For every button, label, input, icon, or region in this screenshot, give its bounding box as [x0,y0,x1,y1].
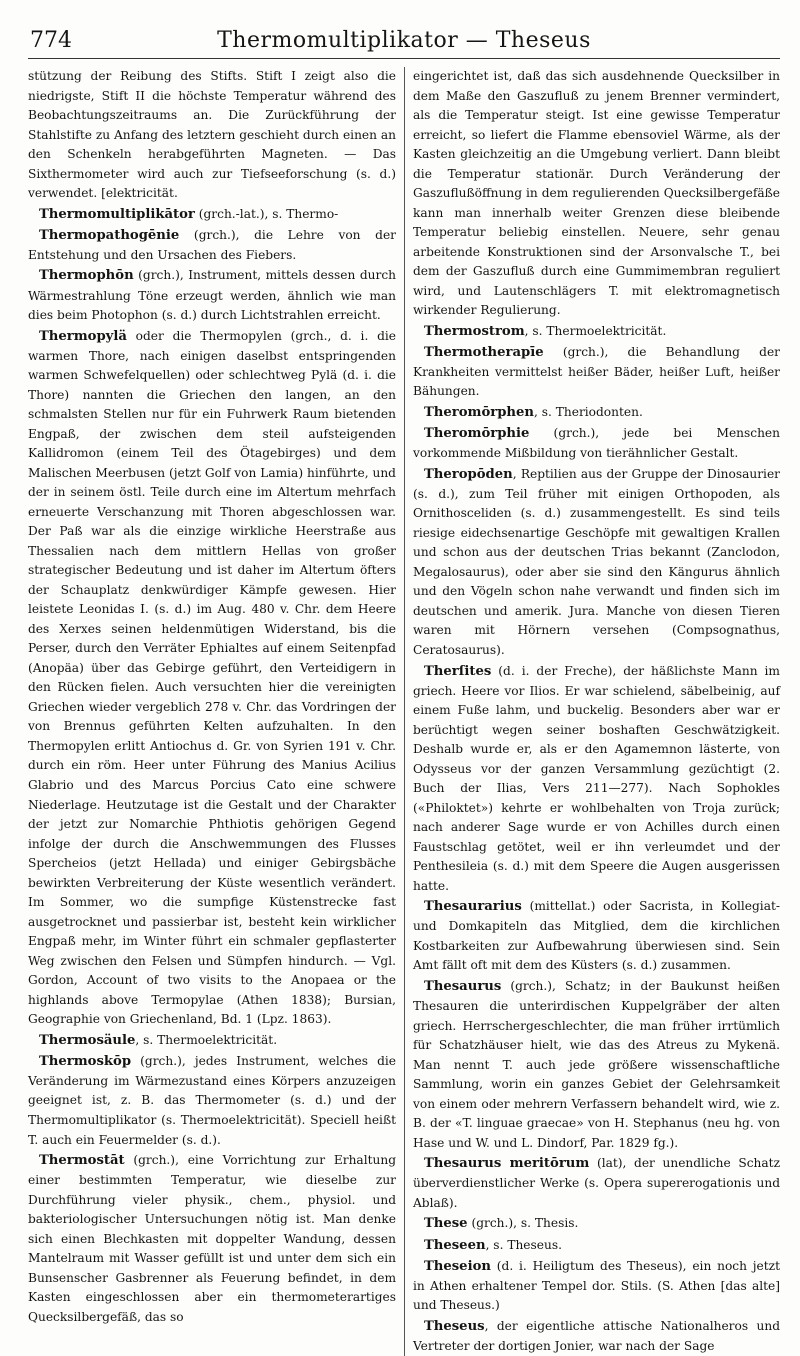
dictionary-entry [413,67,780,321]
entry-headword: Thesaurus [423,978,502,994]
entry-text: eingerichtet ist, daß das sich ausdehnende Quecksilber in dem Maße den Gaszufluß zu jenem Brenner vermindert, als die Temperatur steigt. Ist eine gewisse Temperatur erreicht, so liefert die Flamme ebensoviel Wärme, als der Kasten gleichzeitig an die Umgebung verliert. Dann bleibt die Temperatur stationär. Durch Veränderung der Gaszuflußöffnung in dem regulierenden Quecksilbergefäße kann man innerhalb weiter Grenzen diese bleibende Temperatur beliebig einstellen. Neuere, sehr genau arbeitende Konstruktionen sind der Arsonvalsche T., bei dem der Gaszufluß durch eine Gummimembran reguliert wird, und Lautenschlägers T. mit elektromagnetisch wirkender Regulierung. [413,69,780,318]
dictionary-entry [413,402,780,423]
dictionary-entry [28,265,396,325]
running-head: Thermomultiplikator — Theseus [217,28,591,53]
entry-text: , s. Theseus. [485,1237,562,1252]
entry-text: (d. i. der Freche), der häßlichste Mann im griech. Heere vor Ilios. Er war schielend, säbelbeinig, auf einem Fuße lahm, und buckelig. Besonders aber war er berüchtigt wegen seiner boshaften Geschwätzigkeit. Deshalb wurde er, als er den Agamemnon lästerte, von Odysseus vor der ganzen Versammlung gezüchtigt (2. Buch der Ilias, Vers 211—277). Nach Sophokles («Philoktet») kehrte er wohlbehalten von Troja zurück; nach anderer Sage wurde er von Achilles durch einen Faustschlag getötet, weil er ihn verleumdet und der Penthesileia (s. d.) mit dem Speere die Augen ausgerissen hatte. [413,663,780,893]
entry-headword: Theseus [423,1318,485,1334]
entry-text: , s. Thermoelektricität. [524,323,667,338]
entry-headword: Thermoskōp [38,1053,132,1069]
entry-headword: Thermomultiplikātor [38,206,195,222]
entry-headword: Therſites [423,663,492,679]
entry-text: , s. Thermoelektricität. [135,1032,278,1047]
entry-headword: Thesaurarius [423,899,522,915]
dictionary-entry [413,321,780,342]
entry-headword: Thermostāt [38,1153,125,1169]
dictionary-entry [413,1256,780,1316]
entry-text: , s. Theriodonten. [534,404,643,419]
entry-text: , der eigentliche attische Nationalheros und Vertreter der dortigen Jonier, war nach der Sage [413,1318,780,1353]
dictionary-entry [413,1235,780,1256]
entry-text: (grch.-lat.), s. Thermo- [194,206,339,221]
entry-text: (grch.), die Lehre von der Entstehung und den Ursachen des Fiebers. [28,227,396,262]
entry-text: (grch.), Instrument, mittels dessen durch Wärmestrahlung Töne erzeugt werden, ähnlich wie man dies beim Photophon (s. d.) durch Lichtstrahlen erreicht. [28,268,396,323]
entry-text: (grch.), jedes Instrument, welches die Veränderung im Wärmezustand eines Körpers anzuzeigen geeignet ist, z. B. das Thermometer (s. d.) und der Thermomultiplikator (s. Thermoelektricität). Speciell heißt T. auch ein Feuermelder (s. d.). [28,1053,396,1147]
dictionary-entry [413,342,780,402]
entry-text: (grch.), jede bei Menschen vorkommende Mißbildung von tierähnlicher Gestalt. [413,426,780,461]
entry-headword: Thermotherapīe [423,344,544,360]
entry-text: oder die Thermopylen (grch., d. i. die warmen Thore, nach einigen daselbst entspringenden warmen Schwefelquellen) oder schlechtweg Pylä (d. i. die Thore) nannten die Griechen den langen, an den schmalsten Stellen nur für ein Fuhrwerk Raum bietenden Engpaß, der zwischen dem steil aufsteigenden Kallidromon (einem Teil des Ötagebirges) und dem Malischen Meerbusen (jetzt Golf von Lamia) hinführte, und der in seinem östl. Teile durch eine im Altertum mehrfach erneuerte Verschanzung mit Thoren abgeschlossen war. Der Paß war als die einzige wirkliche Heerstraße aus Thessalien nach dem mittlern Hellas von großer strategischer Bedeutung und ist daher im Altertum öfters der Schauplatz denkwürdiger Kämpfe gewesen. Hier leistete Leonidas I. (s. d.) im Aug. 480 v. Chr. dem Heere des Xerxes seinen heldenmütigen Widerstand, bis die Perser, durch den Verräter Ephialtes auf einem Seitenpfad (Anopäa) über das Gebirge geführt, den Verteidigern in den Rücken fielen. Auch versuchten hier die vereinigten Griechen wieder vergeblich 278 v. Chr. das Vordringen der von Brennus geführten Kelten aufzuhalten. In den Thermopylen erlitt Antiochus d. Gr. von Syrien 191 v. Chr. durch ein röm. Heer unter Führung des Manius Acilius Glabrio und des Marcus Porcius Cato eine schwere Niederlage. Heutzutage ist die Gestalt und der Charakter der jetzt zur Nomarchie Phthiotis gehörigen Gegend infolge der durch die Anschwemmungen des Flusses Spercheios (jetzt Hellada) und einiger Gebirgsbäche bewirkten Verbreiterung der Küste wesentlich verändert. Im Sommer, wo die sumpfige Küstenstrecke fast ausgetrocknet und passierbar ist, besteht kein wirklicher Engpaß mehr, im Winter führt ein schmaler gepflasterter Weg zwischen den Felsen und Sümpfen hindurch. — Vgl. Gordon, Account of two visits to the Anopaea or the highlands above Termopylae (Athen 1838); Bursian, Geographie von Griechenland, Bd. 1 (Lpz. 1863). [28,328,396,1027]
entry-text: (grch.), die Behandlung der Krankheiten vermittelst heißer Bäder, heißer Luft, heißer Bähungen. [413,344,780,399]
entry-headword: Theropōden [423,466,513,482]
entry-text: (grch.), eine Vorrichtung zur Erhaltung einer bestimmten Temperatur, wie dieselbe zur Durchführung vieler physik., chem., physiol. und bakteriologischer Untersuchungen nötig ist. Man denke sich einen Blechkasten mit doppelter Wandung, dessen Mantelraum mit Wasser gefüllt ist und unter dem sich ein Bunsenscher Gasbrenner als Feuerung befindet, in dem Kasten eingeschlossen aber ein thermometerartiges Quecksilbergefäß, das so [28,1153,396,1324]
dictionary-entry [413,1213,780,1234]
dictionary-entry [28,67,396,204]
dictionary-entry [28,204,396,225]
dictionary-entry [413,896,780,976]
text-columns [28,67,780,1356]
entry-headword: Theromōrphie [423,426,530,442]
entry-text: (grch.), Schatz; in der Baukunst heißen Thesauren die unterirdischen Kuppelgräber der alten griech. Herrschergeschlechter, die man früher irrtümlich für Schatzhäuser hielt, wie das des Atreus zu Mykenä. Man nennt T. auch jede größere wissenschaftliche Sammlung, worin ein ganzes Gebiet der Gelehrsamkeit von einem oder mehrern Verfassern behandelt wird, wie z. B. der «T. linguae graecae» von H. Stephanus (neu hg. von Hase und W. und L. Dindorf, Par. 1829 fg.). [413,978,780,1150]
right-column [404,67,780,1356]
dictionary-entry [28,1030,396,1051]
entry-headword: Thesaurus meritōrum [423,1156,590,1172]
dictionary-entry [413,1153,780,1213]
left-column [28,67,404,1356]
dictionary-entry [413,976,780,1153]
dictionary-entry [28,1150,396,1327]
entry-text: (lat), der unendliche Schatz überverdienstlicher Werke (s. Opera supererogationis und Ablaß). [413,1156,780,1210]
entry-headword: These [423,1216,468,1232]
page-number: 774 [30,28,72,53]
dictionary-entry [28,1051,396,1150]
dictionary-entry [413,423,780,464]
entry-headword: Thermostrom [423,323,525,339]
dictionary-entry [28,326,396,1030]
entry-text: , Reptilien aus der Gruppe der Dinosaurier (s. d.), zum Teil früher mit einigen Orthopoden, als Ornithosceliden (s. d.) zusammengestellt. Es sind teils riesige eidechsenartige Geschöpfe mit gewaltigen Krallen und schon aus der deutschen Trias bekannt (Zanclodon, Megalosaurus), oder aber sie sind den Kängurus ähnlich und den Vögeln schon nahe verwandt und finden sich im deutschen und amerik. Jura. Manche von diesen Tieren waren mit Hörnern versehen (Compsognathus, Ceratosaurus). [413,466,780,657]
entry-headword: Theromōrphen [423,404,534,420]
entry-headword: Theseen [423,1237,486,1253]
entry-headword: Thermopylä [38,328,127,344]
entry-text: stützung der Reibung des Stifts. Stift I zeigt also die niedrigste, Stift II die höchste Temperatur während des Beobachtungszeitraums an. Die Zurückführung der Stahlstifte zu Anfang des letztern geschieht durch einen an den Schenkeln herabgeführten Magneten. — Das Sixthermometer wird auch zur Tiefseeforschung (s. d.) verwendet. [elektricität. [28,69,396,201]
dictionary-entry [413,661,780,897]
page-header [28,26,780,59]
entry-text: (mittellat.) oder Sacrista, in Kollegiat- und Domkapiteln das Mitglied, dem die kirchlichen Kostbarkeiten zur Aufbewahrung überwiesen sind. Sein Amt fällt oft mit dem des Küsters (s. d.) zusammen. [413,899,780,973]
entry-headword: Thermosäule [38,1032,136,1048]
dictionary-entry [28,225,396,266]
entry-text: (grch.), s. Thesis. [467,1216,579,1231]
entry-text: (d. i. Heiligtum des Theseus), ein noch jetzt in Athen erhaltener Tempel dor. Stils. (S. Athen [das alte] und Theseus.) [413,1258,780,1313]
dictionary-entry [413,464,780,661]
entry-headword: Thermopathogēnie [38,227,180,243]
entry-headword: Thermophōn [38,268,134,284]
entry-headword: Theseion [423,1258,491,1274]
dictionary-entry [413,1316,780,1356]
